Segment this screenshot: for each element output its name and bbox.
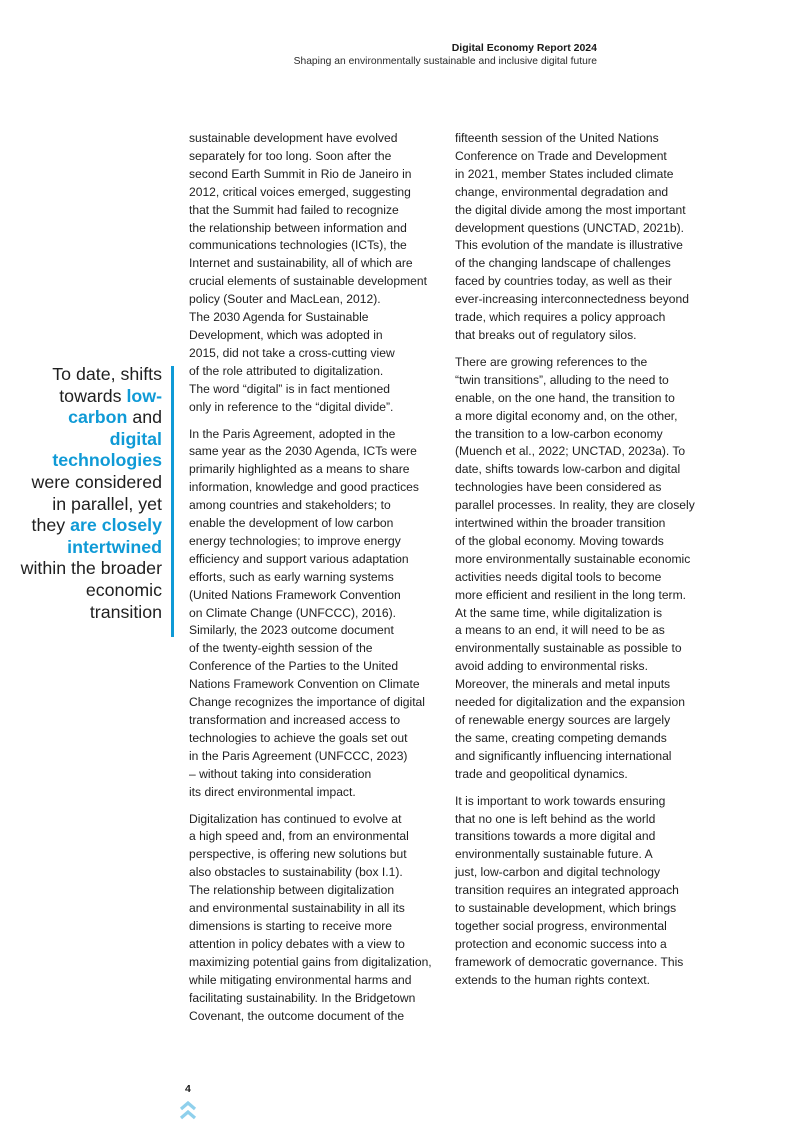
text-line: more environmentally sustainable economic: [455, 551, 691, 566]
text-line: enable the development of low carbon: [189, 516, 394, 531]
text-line: Change recognizes the importance of digital: [189, 695, 425, 710]
body-paragraph: [189, 130, 435, 417]
text-line: technologies have been considered as: [455, 480, 662, 495]
text-line: Development, which was adopted in: [189, 327, 383, 342]
text-line: Covenant, the outcome document of the: [189, 1008, 405, 1023]
chevron-up-icon[interactable]: [179, 1100, 197, 1122]
text-line: transitions towards a more digital and: [455, 829, 656, 844]
body-paragraph: [189, 811, 435, 1026]
page-header: [294, 42, 597, 69]
text-line: There are growing references to the: [455, 354, 648, 369]
text-line: separately for too long. Soon after the: [189, 148, 392, 163]
text-line: policy (Souter and MacLean, 2012).: [189, 292, 381, 307]
text-line: – without taking into consideration: [189, 766, 372, 781]
text-line: protection and economic success into a: [455, 936, 667, 951]
text-line: development questions (UNCTAD, 2021b).: [455, 220, 684, 235]
pull-quote-highlight: digital technologies: [52, 428, 162, 471]
text-line: its direct environmental impact.: [189, 784, 356, 799]
text-line: efforts, such as early warning systems: [189, 569, 394, 584]
text-line: environmentally sustainable as possible to: [455, 641, 682, 656]
text-line: Moreover, the minerals and metal inputs: [455, 677, 671, 692]
pull-quote: [18, 364, 162, 623]
text-line: and environmental sustainability in all its: [189, 901, 405, 916]
text-line: that breaks out of regulatory silos.: [455, 327, 637, 342]
text-line: the transition to a low-carbon economy: [455, 426, 663, 441]
text-line: The 2030 Agenda for Sustainable: [189, 310, 369, 325]
text-line: that the Summit had failed to recognize: [189, 202, 399, 217]
text-line: information, knowledge and good practices: [189, 480, 419, 495]
text-line: The relationship between digitalization: [189, 883, 395, 898]
text-line: change, environmental degradation and: [455, 184, 669, 199]
text-line: of the twenty-eighth session of the: [189, 641, 373, 656]
text-line: environmentally sustainable future. A: [455, 847, 653, 862]
text-line: faced by countries today, as well as their: [455, 274, 672, 289]
page-number: 4: [185, 1083, 191, 1095]
text-line: avoid adding to environmental risks.: [455, 659, 648, 674]
text-line: Similarly, the 2023 outcome document: [189, 623, 394, 638]
text-line: (Muench et al., 2022; UNCTAD, 2023a). To: [455, 444, 686, 459]
text-line: while mitigating environmental harms and: [189, 972, 412, 987]
body-paragraph: [189, 426, 435, 802]
body-column-right: [455, 130, 701, 999]
text-line: transformation and increased access to: [189, 713, 401, 727]
text-line: Internet and sustainability, all of which are: [189, 256, 413, 271]
text-line: just, low-carbon and digital technology: [455, 865, 661, 880]
text-line: activities needs digital tools to become: [455, 569, 662, 584]
text-line: of the role attributed to digitalization.: [189, 363, 384, 378]
text-line: the relationship between information and: [189, 220, 407, 235]
text-line: the digital divide among the most important: [455, 202, 686, 217]
text-line: (United Nations Framework Convention: [189, 587, 401, 602]
text-line: and significantly influencing international: [455, 748, 672, 763]
text-line: It is important to work towards ensuring: [455, 793, 666, 808]
text-line: Conference of the Parties to the United: [189, 659, 399, 674]
text-line: of the global economy. Moving towards: [455, 533, 664, 548]
text-line: crucial elements of sustainable development: [189, 274, 427, 289]
pull-quote-text: were considered in parallel, yet they: [31, 471, 162, 536]
text-line: second Earth Summit in Rio de Janeiro in: [189, 166, 412, 181]
text-line: a means to an end, it will need to be as: [455, 623, 665, 638]
text-line: efficiency and support various adaptation: [189, 551, 409, 566]
text-line: energy technologies; to improve energy: [189, 533, 401, 548]
text-line: in 2021, member States included climate: [455, 166, 674, 181]
body-paragraph: [455, 130, 701, 345]
body-paragraph: [455, 354, 701, 784]
pull-quote-text: and: [127, 407, 162, 428]
text-line: enable, on the one hand, the transition to: [455, 390, 675, 405]
text-line: the same, creating competing demands: [455, 730, 667, 745]
text-line: sustainable development have evolved: [189, 131, 398, 145]
report-subtitle: Shaping an environmentally sustainable and inclusive digital future: [293, 56, 597, 67]
text-line: In the Paris Agreement, adopted in the: [189, 426, 396, 441]
text-line: together social progress, environmental: [455, 918, 667, 933]
text-line: only in reference to the “digital divide”.: [189, 399, 394, 414]
text-line: of the changing landscape of challenges: [455, 256, 671, 271]
text-line: of renewable energy sources are largely: [455, 713, 671, 727]
text-line: Nations Framework Convention on Climate: [189, 677, 420, 692]
text-line: needed for digitalization and the expansion: [455, 695, 685, 710]
text-line: date, shifts towards low-carbon and digital: [455, 462, 681, 477]
report-title: Digital Economy Report 2024: [451, 42, 597, 54]
text-line: primarily highlighted as a means to share: [189, 462, 410, 477]
text-line: on Climate Change (UNFCCC), 2016).: [189, 605, 397, 620]
text-line: parallel processes. In reality, they are closely: [455, 498, 695, 513]
text-line: maximizing potential gains from digitalization,: [189, 954, 432, 969]
text-line: perspective, is offering new solutions but: [189, 847, 407, 862]
text-line: This evolution of the mandate is illustrative: [455, 238, 683, 253]
text-line: among countries and stakeholders; to: [189, 498, 391, 513]
text-line: that no one is left behind as the world: [455, 811, 656, 826]
text-line: also obstacles to sustainability (box I.1).: [189, 865, 403, 880]
text-line: Conference on Trade and Development: [455, 148, 667, 163]
pull-quote-text: To date, shifts towards: [52, 364, 162, 406]
body-paragraph: [455, 793, 701, 990]
text-line: fifteenth session of the United Nations: [455, 131, 659, 145]
text-line: a high speed and, from an environmental: [189, 829, 409, 844]
pull-quote-text: within the broader economic transition: [20, 558, 162, 622]
text-line: dimensions is starting to receive more: [189, 918, 392, 933]
text-line: more efficient and resilient in the long term.: [455, 587, 687, 602]
text-line: framework of democratic governance. This: [455, 954, 684, 969]
text-line: Digitalization has continued to evolve at: [189, 811, 402, 826]
text-line: a more digital economy and, on the other,: [455, 408, 678, 423]
text-line: 2015, did not take a cross-cutting view: [189, 345, 395, 360]
text-line: facilitating sustainability. In the Bridgetown: [189, 990, 416, 1005]
text-line: extends to the human rights context.: [455, 972, 650, 987]
text-line: trade and geopolitical dynamics.: [455, 766, 628, 781]
text-line: At the same time, while digitalization is: [455, 605, 663, 620]
pull-quote-bar: [171, 366, 174, 637]
text-line: The word “digital” is in fact mentioned: [189, 381, 390, 396]
body-column-left: [189, 130, 435, 1034]
text-line: attention in policy debates with a view to: [189, 936, 405, 951]
text-line: to sustainable development, which brings: [455, 901, 677, 916]
text-line: in the Paris Agreement (UNFCCC, 2023): [189, 748, 408, 763]
pull-quote-highlight: low-carbon: [68, 385, 162, 428]
text-line: same year as the 2030 Agenda, ICTs were: [189, 444, 417, 459]
text-line: ever-increasing interconnectedness beyond: [455, 292, 689, 307]
text-line: transition requires an integrated approach: [455, 883, 679, 898]
text-line: technologies to achieve the goals set out: [189, 730, 408, 745]
pull-quote-highlight: are closely intertwined: [67, 515, 162, 557]
text-line: “twin transitions”, alluding to the need to: [455, 372, 669, 387]
text-line: communications technologies (ICTs), the: [189, 238, 407, 253]
text-line: intertwined within the broader transition: [455, 516, 666, 531]
text-line: 2012, critical voices emerged, suggesting: [189, 184, 411, 199]
text-line: trade, which requires a policy approach: [455, 310, 666, 325]
